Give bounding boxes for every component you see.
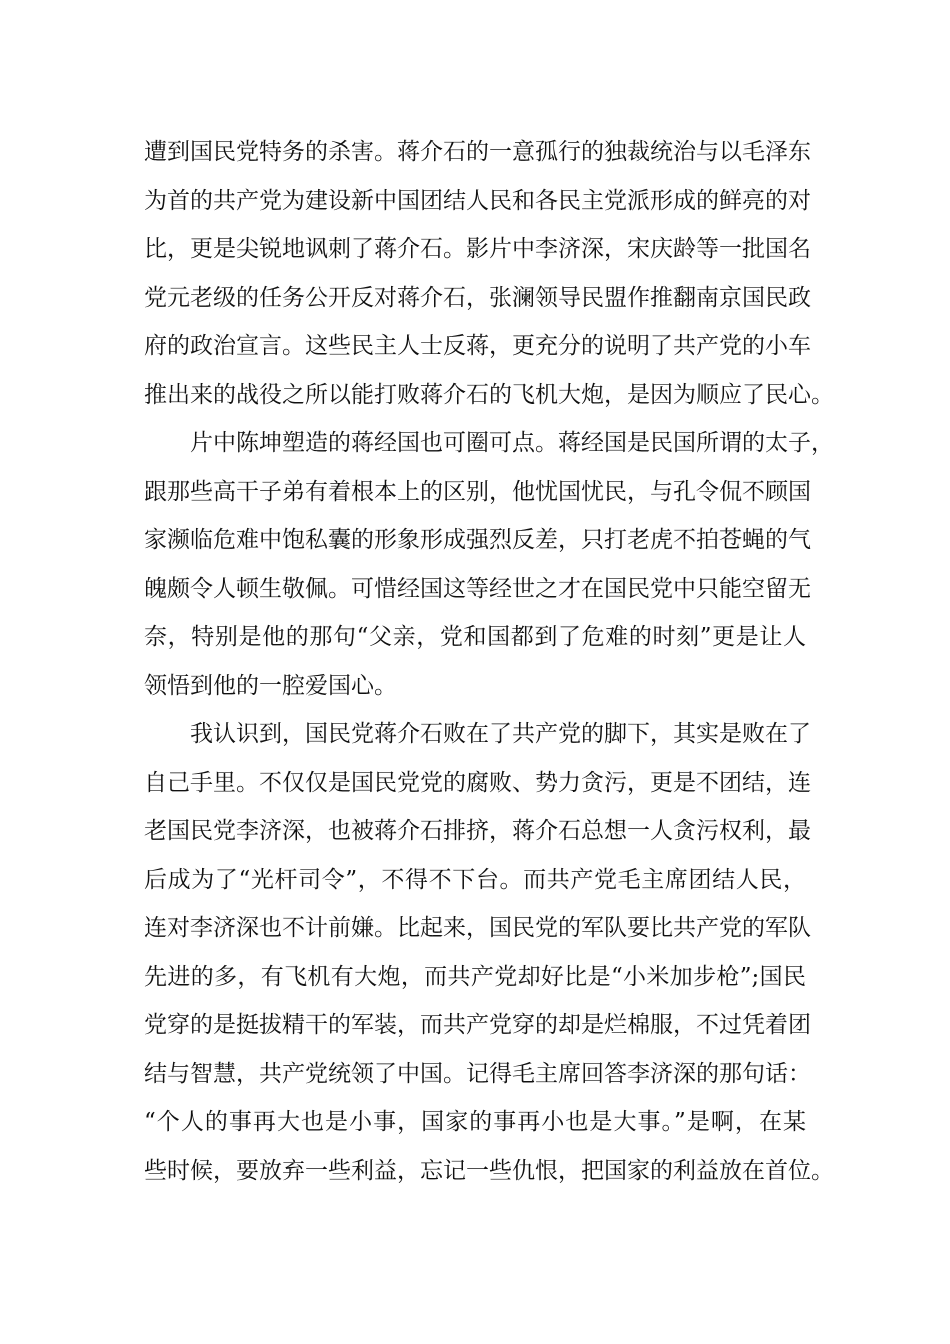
text-line-paragraph-start: 片中陈坤塑造的蒋经国也可圈可点。蒋经国是民国所谓的太子，: [190, 430, 834, 456]
text-line: 党穿的是挺拔精干的军装，而共产党穿的却是烂棉服，不过凭着团: [144, 1012, 811, 1038]
text-line: 府的政治宣言。这些民主人士反蒋，更充分的说明了共产党的小车: [144, 333, 811, 359]
text-line: 推出来的战役之所以能打败蒋介石的飞机大炮，是因为顺应了民心。: [144, 381, 834, 408]
text-line: 奈，特别是他的那句“父亲，党和国都到了危难的时刻”更是让人: [144, 624, 806, 650]
text-line: 自己手里。不仅仅是国民党党的腐败、势力贪污，更是不团结，连: [144, 769, 811, 796]
text-line: 后成为了“光杆司令”，不得不下台。而共产党毛主席团结人民，: [144, 866, 806, 893]
text-line: 跟那些高干子弟有着根本上的区别，他忧国忧民，与孔令侃不顾国: [144, 478, 811, 505]
body-text: [144, 128, 834, 1195]
text-line: 党元老级的任务公开反对蒋介石，张澜领导民盟作推翻南京国民政: [144, 284, 811, 311]
text-line: 遭到国民党特务的杀害。蒋介石的一意孤行的独裁统治与以毛泽东: [144, 139, 811, 165]
text-line: 魄颇令人顿生敬佩。可惜经国这等经世之才在国民党中只能空留无: [144, 575, 811, 602]
text-line: 为首的共产党为建设新中国团结人民和各民主党派形成的鲜亮的对: [144, 187, 811, 214]
text-line: 比，更是尖锐地讽刺了蒋介石。影片中李济深，宋庆龄等一批国名: [144, 236, 811, 262]
text-line: 结与智慧，共产党统领了中国。记得毛主席回答李济深的那句话：: [144, 1060, 811, 1087]
text-line: 老国民党李济深，也被蒋介石排挤，蒋介石总想一人贪污权利，最: [144, 818, 811, 844]
text-line: 些时候，要放弃一些利益，忘记一些仇恨，把国家的利益放在首位。: [144, 1157, 834, 1184]
text-line: “个人的事再大也是小事，国家的事再小也是大事。”是啊，在某: [144, 1109, 806, 1135]
text-line: 连对李济深也不计前嫌。比起来，国民党的军队要比共产党的军队: [144, 915, 811, 941]
text-line-paragraph-end: 领悟到他的一腔爱国心。: [144, 672, 397, 699]
text-line: 先进的多，有飞机有大炮，而共产党却好比是“小米加步枪”;国民: [144, 963, 806, 990]
text-line-paragraph-start: 我认识到，国民党蒋介石败在了共产党的脚下，其实是败在了: [190, 721, 811, 747]
text-line: 家濒临危难中饱私囊的形象形成强烈反差，只打老虎不拍苍蝇的气: [144, 527, 811, 553]
